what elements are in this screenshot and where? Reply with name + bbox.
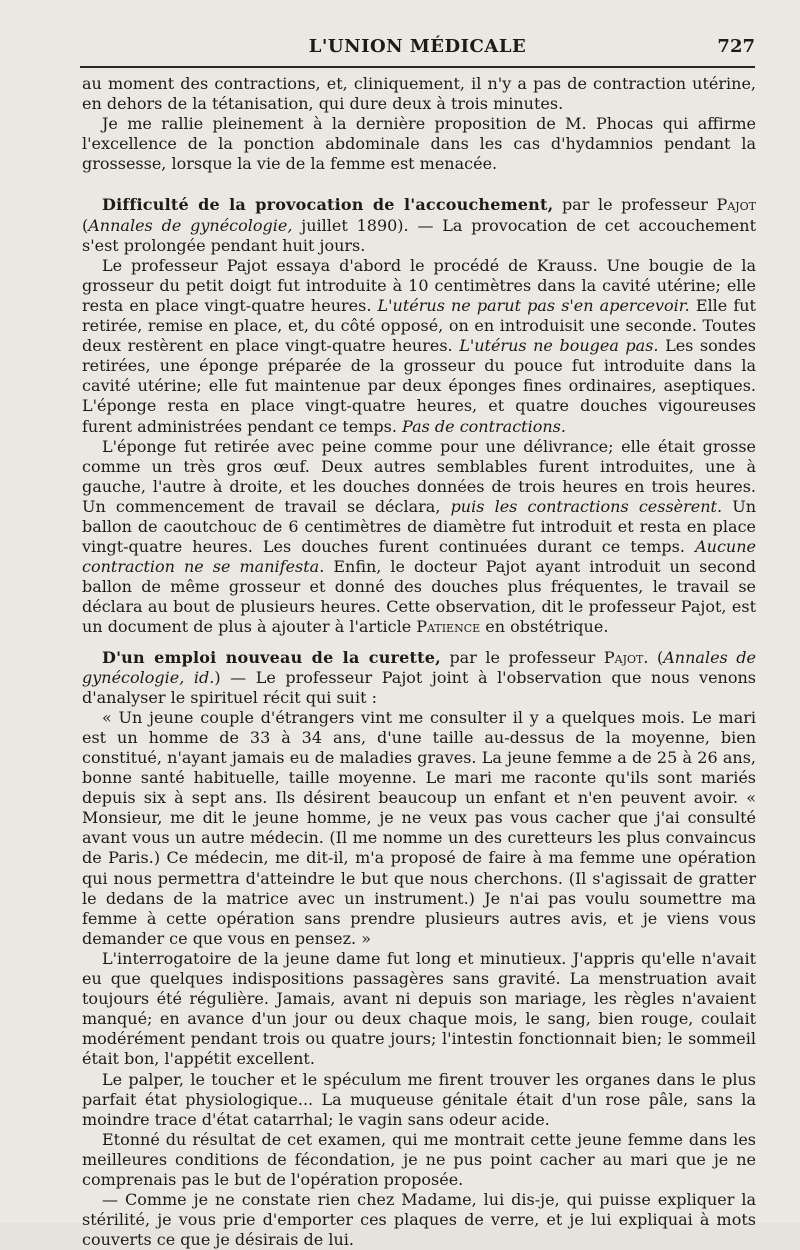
- paragraph-interrogatoire: L'interrogatoire de la jeune dame fut long et minutieux. J'appris qu'elle n'avait eu que quelques indispositions passagères sans gravité. La menstruation avait toujours été régulière. Jamais, avant ni depuis son mariage, les règles n'avaient manqué; en avance d'un jour ou deux chaque mois, le sang, bien rouge, coulait modérément pendant trois ou quatre jours; l'intestin fonctionnait bien; le sommeil était bon, l'appétit excellent.: [82, 948, 756, 1069]
- paragraph-continuation: au moment des contractions, et, cliniquement, il n'y a pas de contraction utérine, en dehors de la tétanisation, qui dure deux à trois minutes.: [82, 74, 756, 114]
- paragraph-dialogue: — Comme je ne constate rien chez Madame, lui dis-je, qui puisse expliquer la stérilité, je vous prie d'emporter ces plaques de verre, et je lui expliquai à mots couverts ce que je désirais de lui.: [82, 1190, 756, 1250]
- paragraph-krauss: Le professeur Pajot essaya d'abord le procédé de Krauss. Une bougie de la grosseur du petit doigt fut introduite à 10 centimètres dans la cavité utérine; elle resta en place vingt-quatre heures. L'utérus ne parut pas s'en apercevoir. Elle fut retirée, remise en place, et, du côté opposé, on en introduisit une seconde. Toutes deux restèrent en place vingt-quatre heures. L'utérus ne bougea pas. Les sondes retirées, une éponge préparée de la grosseur du pouce fut introduite dans la cavité utérine; elle fut maintenue par deux éponges fines ordinaires, aseptiques. L'éponge resta en place vingt-quatre heures, et quatre douches vigoureuses furent administrées pendant ce temps. Pas de contractions.: [82, 255, 756, 436]
- page-header: [80, 36, 755, 66]
- article-body: [82, 74, 756, 1250]
- author-name: Pajot: [603, 647, 644, 667]
- section-heading: D'un emploi nouveau de la curette,: [102, 647, 441, 667]
- paragraph-eponge: L'éponge fut retirée avec peine comme pour une délivrance; elle était grosse comme un très gros œuf. Deux autres semblables furent introduites, une à gauche, l'autre à droite, et les douches données de trois heures en trois heures. Un commencement de travail se déclara, puis les contractions cessèrent. Un ballon de caoutchouc de 6 centimètres de diamètre fut introduit et resta en place vingt-quatre heures. Les douches furent continuées durant ce temps. Aucune contraction ne se manifesta. Enfin, le docteur Pajot ayant introduit un second ballon de même grosseur et donné des douches plus fréquentes, le travail se déclara au bout de plusieurs heures. Cette observation, dit le professeur Pajot, est un document de plus à ajouter à l'article Patience en obstétrique.: [82, 436, 757, 637]
- section-curette: D'un emploi nouveau de la curette, par le professeur Pajot. (Annales de gynécologie, id.) — Le professeur Pajot joint à l'observation que nous venons d'analyser le spirituel récit qui suit :: [82, 647, 757, 707]
- paragraph-phocas: Je me rallie pleinement à la dernière proposition de M. Phocas qui affirme l'excellence de la ponction abdominale dans les cas d'hydamnios pendant la grossesse, lorsque la vie de la femme est menacée.: [82, 114, 756, 174]
- author-name: Pajot: [716, 195, 756, 215]
- paragraph-palper: Le palper, le toucher et le spéculum me firent trouver les organes dans le plus parfait état physiologique... La muqueuse génitale était d'un rose pâle, sans la moindre trace d'état catarrhal; le vagin sans odeur acide.: [82, 1069, 756, 1129]
- paragraph-recit: « Un jeune couple d'étrangers vint me consulter il y a quelques mois. Le mari est un homme de 33 à 34 ans, d'une taille au-dessus de la moyenne, bien constitué, n'ayant jamais eu de maladies graves. La jeune femme a de 25 à 26 ans, bonne santé habituelle, taille moyenne. Le mari me raconte qu'ils sont mariés depuis six à sept ans. Ils désirent beaucoup un enfant et n'en peuvent avoir. « Monsieur, me dit le jeune homme, je ne veux pas vous cacher que j'ai consulté avant vous un autre médecin. (Il me nomme un des curetteurs les plus convaincus de Paris.) Ce médecin, me dit-il, m'a proposé de faire à ma femme une opération qui nous permettra d'atteindre le but que nous cherchons. (Il s'agissait de gratter le dedans de la matrice avec un instrument.) Je n'ai pas voulu soumettre ma femme à cette opération sans prendre plusieurs autres avis, et je viens vous demander ce que vous en pensez. »: [82, 707, 756, 948]
- paragraph-etonne: Etonné du résultat de cet examen, qui me montrait cette jeune femme dans les meilleures conditions de fécondation, je ne pus point cacher au mari que je ne comprenais pas le but de l'opération proposée.: [82, 1129, 756, 1189]
- section-provocation: Difficulté de la provocation de l'accouchement, par le professeur Pajot (Annales de gynécologie, juillet 1890). — La provocation de cet accouchement s'est prolongée pendant huit jours.: [82, 195, 756, 255]
- running-title: L'UNION MÉDICALE: [308, 36, 527, 57]
- header-rule: [80, 66, 755, 68]
- journal-name: Annales de gynécologie, id.: [82, 647, 757, 687]
- journal-name: Annales de gynécologie,: [88, 215, 293, 235]
- page-number: 727: [717, 36, 755, 57]
- section-heading: Difficulté de la provocation de l'accouchement,: [102, 195, 554, 215]
